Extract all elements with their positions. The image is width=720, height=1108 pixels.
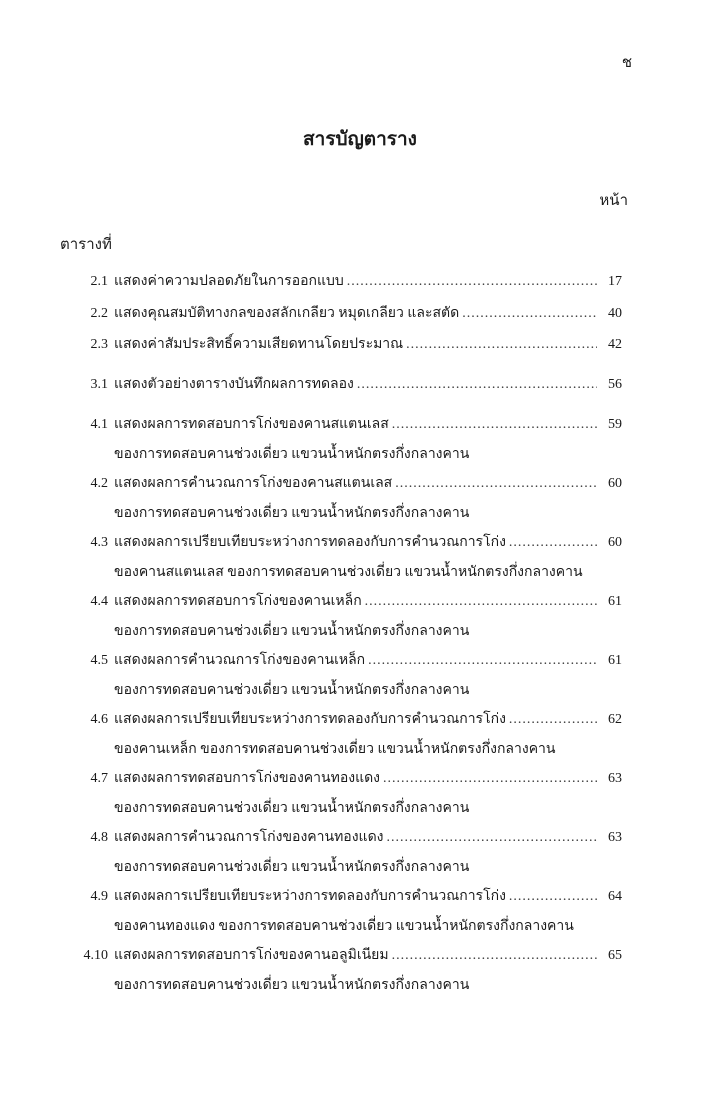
entry-title: แสดงตัวอย่างตารางบันทึกผลการทดลอง xyxy=(114,377,354,392)
entry-continuation: ของการทดสอบคานช่วงเดี่ยว แขวนน้ำหนักตรงกึ่งกลางคาน xyxy=(114,683,470,698)
entry-title: แสดงผลการคำนวณการโก่งของคานสแตนเลส xyxy=(114,476,393,491)
list-item xyxy=(74,270,622,290)
entry-number: 4.10 xyxy=(83,948,108,963)
dot-leader xyxy=(368,653,597,669)
entry-number: 2.2 xyxy=(90,306,108,321)
entry-page: 59 xyxy=(608,417,622,432)
list-item xyxy=(74,472,622,522)
dot-leader xyxy=(462,306,597,322)
list-item xyxy=(74,649,622,699)
entry-continuation: ของคานสแตนเลส ของการทดสอบคานช่วงเดี่ยว แขวนน้ำหนักตรงกึ่งกลางคาน xyxy=(114,565,583,580)
entry-continuation: ของการทดสอบคานช่วงเดี่ยว แขวนน้ำหนักตรงกึ่งกลางคาน xyxy=(114,447,470,462)
entry-title: แสดงค่าความปลอดภัยในการออกแบบ xyxy=(114,274,344,289)
entry-title: แสดงผลการเปรียบเทียบระหว่างการทดลองกับการคำนวณการโก่ง xyxy=(114,712,506,727)
entry-number: 4.5 xyxy=(90,653,108,668)
entry-page: 63 xyxy=(608,771,622,786)
list-item xyxy=(74,413,622,463)
entry-title: แสดงผลการเปรียบเทียบระหว่างการทดลองกับการคำนวณการโก่ง xyxy=(114,889,506,904)
dot-leader xyxy=(406,337,597,353)
entry-continuation: ของการทดสอบคานช่วงเดี่ยว แขวนน้ำหนักตรงกึ่งกลางคาน xyxy=(114,801,470,816)
page-column-header: หน้า xyxy=(599,193,628,209)
dot-leader xyxy=(392,948,597,964)
entry-title: แสดงค่าสัมประสิทธิ์ความเสียดทานโดยประมาณ xyxy=(114,337,404,352)
entry-number: 4.7 xyxy=(90,771,108,786)
entry-continuation: ของการทดสอบคานช่วงเดี่ยว แขวนน้ำหนักตรงกึ่งกลางคาน xyxy=(114,506,470,521)
list-item xyxy=(74,767,622,817)
entry-page: 56 xyxy=(608,377,622,392)
list-item xyxy=(74,373,622,393)
entry-number: 2.1 xyxy=(90,274,108,289)
list-item xyxy=(74,333,622,353)
list-item xyxy=(74,708,622,758)
entry-title: แสดงผลการทดสอบการโก่งของคานสแตนเลส xyxy=(114,417,389,432)
entry-title: แสดงผลการคำนวณการโก่งของคานเหล็ก xyxy=(114,653,366,668)
page-title: สารบัญตาราง xyxy=(303,129,417,150)
entry-number: 3.1 xyxy=(90,377,108,392)
entry-page: 17 xyxy=(608,274,622,289)
dot-leader xyxy=(347,274,597,290)
entry-number: 4.1 xyxy=(90,417,108,432)
entry-number: 4.2 xyxy=(90,476,108,491)
entry-page: 60 xyxy=(608,535,622,550)
entry-page: 42 xyxy=(608,337,622,352)
entry-number: 4.6 xyxy=(90,712,108,727)
entry-page: 64 xyxy=(608,889,622,904)
entry-number: 4.3 xyxy=(90,535,108,550)
dot-leader xyxy=(357,377,597,393)
entry-page: 65 xyxy=(608,948,622,963)
section-label: ตารางที่ xyxy=(60,237,112,253)
dot-leader xyxy=(365,594,597,610)
entry-number: 4.4 xyxy=(90,594,108,609)
entry-title: แสดงคุณสมบัติทางกลของสลักเกลียว หมุดเกลียว และสตัด xyxy=(114,306,460,321)
dot-leader xyxy=(509,535,597,551)
entry-page: 61 xyxy=(608,594,622,609)
list-item xyxy=(74,590,622,640)
entry-title: แสดงผลการคำนวณการโก่งของคานทองแดง xyxy=(114,830,384,845)
list-item xyxy=(74,531,622,581)
dot-leader xyxy=(395,476,597,492)
entry-title: แสดงผลการทดสอบการโก่งของคานอลูมิเนียม xyxy=(114,948,389,963)
dot-leader xyxy=(387,830,597,846)
page-number: ช xyxy=(621,55,632,71)
list-item xyxy=(74,826,622,876)
entry-title: แสดงผลการเปรียบเทียบระหว่างการทดลองกับการคำนวณการโก่ง xyxy=(114,535,506,550)
entry-page: 60 xyxy=(608,476,622,491)
entry-title: แสดงผลการทดสอบการโก่งของคานเหล็ก xyxy=(114,594,362,609)
dot-leader xyxy=(383,771,597,787)
dot-leader xyxy=(509,889,597,905)
entry-continuation: ของการทดสอบคานช่วงเดี่ยว แขวนน้ำหนักตรงกึ่งกลางคาน xyxy=(114,860,470,875)
entry-continuation: ของการทดสอบคานช่วงเดี่ยว แขวนน้ำหนักตรงกึ่งกลางคาน xyxy=(114,978,470,993)
entry-title: แสดงผลการทดสอบการโก่งของคานทองแดง xyxy=(114,771,381,786)
entry-continuation: ของการทดสอบคานช่วงเดี่ยว แขวนน้ำหนักตรงกึ่งกลางคาน xyxy=(114,624,470,639)
dot-leader xyxy=(509,712,597,728)
entry-page: 40 xyxy=(608,306,622,321)
list-item xyxy=(74,944,622,994)
list-item xyxy=(74,302,622,322)
entry-page: 63 xyxy=(608,830,622,845)
entry-number: 4.9 xyxy=(90,889,108,904)
entry-continuation: ของคานทองแดง ของการทดสอบคานช่วงเดี่ยว แขวนน้ำหนักตรงกึ่งกลางคาน xyxy=(114,919,574,934)
dot-leader xyxy=(392,417,597,433)
entry-page: 61 xyxy=(608,653,622,668)
entry-continuation: ของคานเหล็ก ของการทดสอบคานช่วงเดี่ยว แขวนน้ำหนักตรงกึ่งกลางคาน xyxy=(114,742,556,757)
list-item xyxy=(74,885,622,935)
entry-page: 62 xyxy=(608,712,622,727)
entry-number: 4.8 xyxy=(90,830,108,845)
entry-number: 2.3 xyxy=(90,337,108,352)
